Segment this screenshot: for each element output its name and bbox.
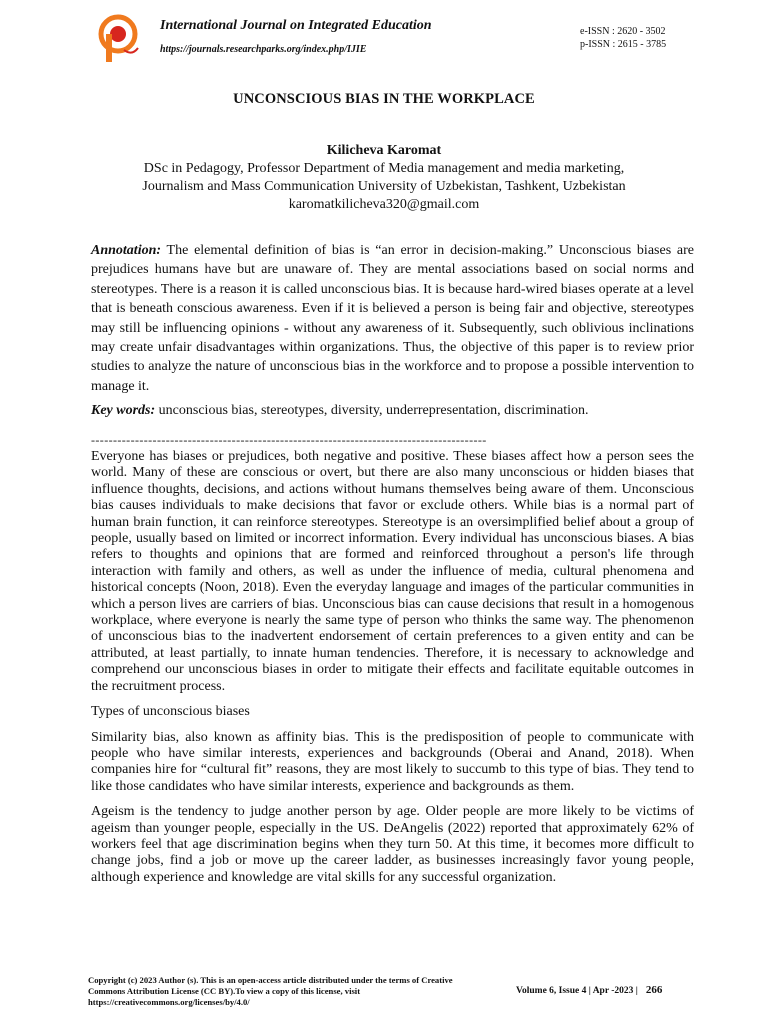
author-email: karomatkilicheva320@gmail.com bbox=[288, 197, 480, 212]
abstract bbox=[91, 241, 694, 396]
issn-block bbox=[580, 25, 666, 51]
section-heading: Types of unconscious biases bbox=[91, 704, 250, 720]
license-notice: Copyright (c) 2023 Author (s). This is an open-access article distributed under the terms of Creative Commons Attribution License (CC BY).To view a copy of this license, visit https://creativecommons.org/licenses/by/4.0/ bbox=[88, 975, 453, 1007]
affiliation-line: DSc in Pedagogy, Professor Department of Media management and media marketing, bbox=[143, 161, 625, 176]
journal-title: International Journal on Integrated Education bbox=[160, 18, 432, 33]
page-number: 266 bbox=[645, 984, 663, 996]
abstract-text: The elemental definition of bias is “an error in decision-making.” Unconscious biases are prejudices humans have but are unaware of. They are mental associations based on social norms and stereotypes. There is a reason it is called unconscious bias. It is because hard-wired biases operate at a level that is beneath conscious awareness. Even if it is believed a person is being fair and objective, stereotypes may still be influencing opinions - without any awareness of it. Subsequently, such oblivious inclinations may create unfair disadvantages within organizations. Thus, the objective of this paper is to review prior studies to analyze the nature of unconscious bias in the workforce and to propose a possible intervention to manage it. bbox=[91, 243, 694, 394]
body-paragraph: Similarity bias, also known as affinity bias. This is the predisposition of people to communicate with people who have similar interests, experiences and backgrounds (Oberai and Anand, 2018). When companies hire for “cultural fit” reasons, they are most likely to succumb to this type of bias. They tend to like those candidates who have similar interests, experience and backgrounds as them. bbox=[91, 729, 694, 794]
body-paragraph: Everyone has biases or prejudices, both negative and positive. These biases affect how a person sees the world. Many of these are conscious or overt, but there are also many unconscious or hidden biases that influence thoughts, decisions, and actions without humans themselves being aware of them. Unconscious bias causes individuals to make decisions that favor or exclude others. While bias is a normal part of human brain function, it can reinforce stereotypes. Stereotype is an oversimplified belief about a group of people, usually based on limited or incorrect information. Every individual has unconscious biases. A bias refers to thoughts and opinions that are formed and reinforced throughout a person's life through interaction with family and others, as well as under the influence of media, cultural phenomena and historical concepts (Noon, 2018). Even the everyday language and images of the particular communities in which a person lives are carriers of bias. Unconscious bias can cause decisions that result in a homogenous workplace, where everyone is nearly the same type of person who thinks the same way. The phenomenon of unconscious bias to the inadvertent endorsement of certain preferences to a given entity and can be attributed, at least partially, to innate human tendencies. Therefore, it is necessary to acknowledge and comprehend our unconscious biases in order to mitigate their effects and facilitate equitable outcomes in the recruitment process. bbox=[91, 449, 694, 694]
body-text bbox=[91, 449, 694, 895]
journal-url[interactable]: https://journals.researchparks.org/index.php/IJIE bbox=[160, 44, 367, 55]
keywords bbox=[91, 403, 694, 419]
author-affiliation bbox=[0, 160, 768, 214]
pissn: p-ISSN : 2615 - 3785 bbox=[580, 39, 667, 50]
keywords-label: Key words: bbox=[91, 403, 156, 418]
affiliation-line: Journalism and Mass Communication University of Uzbekistan, Tashkent, Uzbekistan bbox=[142, 179, 626, 194]
volume-issue: Volume 6, Issue 4 | Apr -2023 | bbox=[516, 986, 638, 996]
author-name: Kilicheva Karomat bbox=[326, 143, 442, 158]
section-divider: ------------------------------------------------------------------------------------------ bbox=[91, 433, 487, 447]
paper-title: UNCONSCIOUS BIAS IN THE WORKPLACE bbox=[233, 91, 535, 107]
abstract-label: Annotation: bbox=[91, 243, 162, 258]
body-paragraph: Ageism is the tendency to judge another person by age. Older people are more likely to be victims of ageism than younger people, especially in the US. DeAngelis (2022) reported that approximately 62% of workers feel that age discrimination begins when they turn 50. At this time, it becomes more difficult to change jobs, find a job or move up the career ladder, as businesses increasingly favor young people, although experience and knowledge are vital skills for any successful organization. bbox=[91, 804, 694, 885]
keywords-text: unconscious bias, stereotypes, diversity, underrepresentation, discrimination. bbox=[158, 403, 589, 418]
research-parks-logo-icon bbox=[98, 14, 142, 64]
eissn: e-ISSN : 2620 - 3502 bbox=[580, 26, 666, 37]
footer-volume bbox=[516, 984, 662, 996]
